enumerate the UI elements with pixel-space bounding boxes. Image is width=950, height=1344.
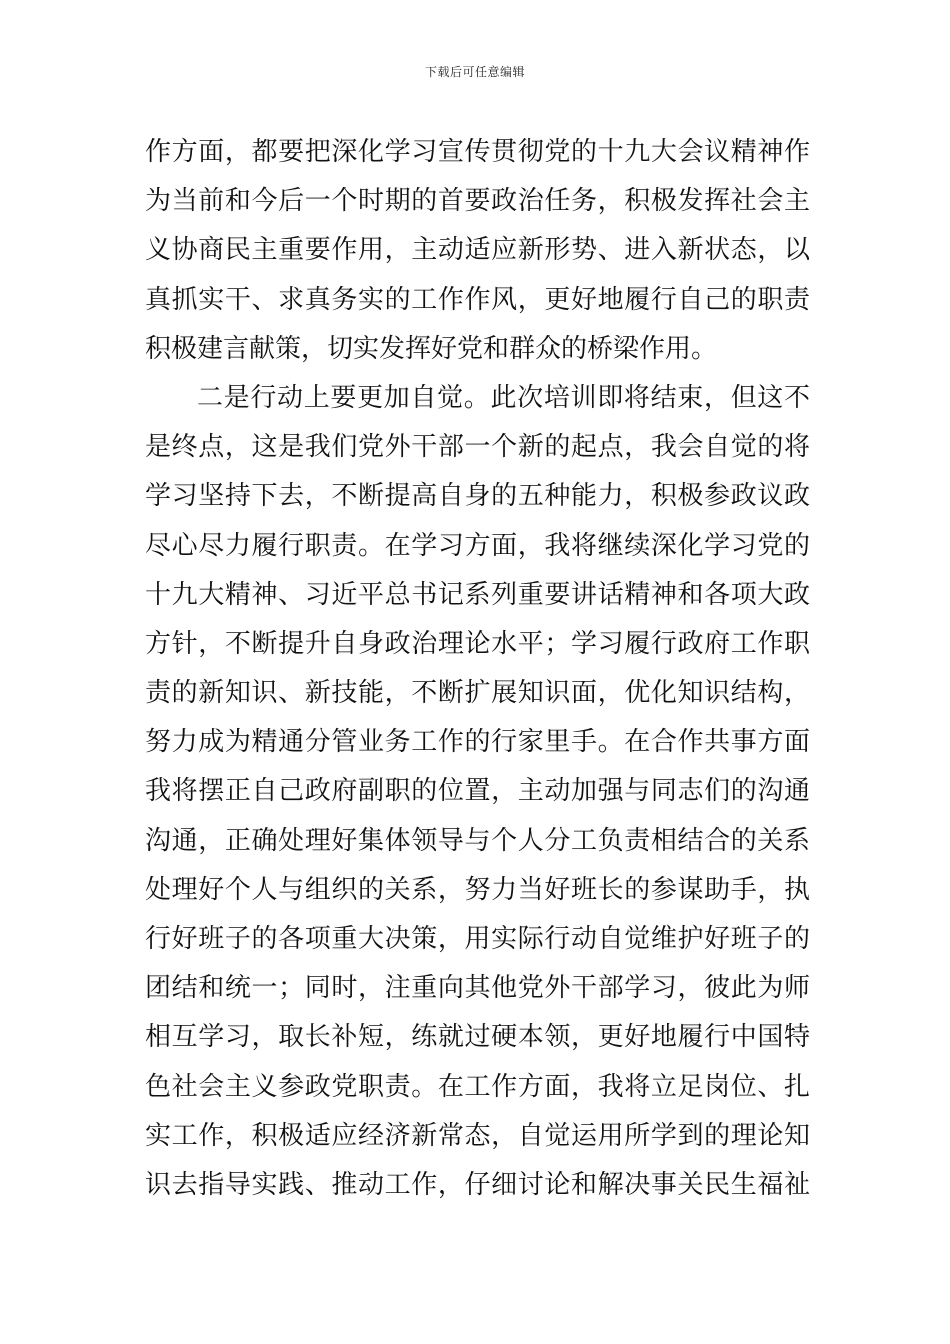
document-body — [145, 128, 810, 1309]
text-line: 积极建言献策，切实发挥好党和群众的桥梁作用。 — [145, 333, 718, 364]
text-line — [145, 1210, 810, 1259]
paragraph-1 — [145, 128, 810, 374]
text-line: 学习坚持下去，不断提高自身的五种能力，积极参政议政 — [145, 481, 810, 512]
text-line: 沟通，正确处理好集体领导与个人分工负责相结合的关系 — [145, 825, 810, 856]
text-line: 色社会主义参政党职责。在工作方面，我将立足岗位、扎 — [145, 1071, 810, 1102]
text-line: 实工作，积极适应经济新常态，自觉运用所学到的理论知 — [145, 1120, 810, 1151]
text-line: 努力成为精通分管业务工作的行家里手。在合作共事方面 — [145, 727, 810, 758]
text-line: 团结和统一；同时，注重向其他党外干部学习，彼此为师 — [145, 973, 810, 1004]
text-line: 为当前和今后一个时期的首要政治任务，积极发挥社会主 — [145, 186, 810, 217]
page-header: 下载后可任意编辑 — [424, 65, 525, 79]
text-line: 真抓实干、求真务实的工作作风，更好地履行自己的职责 — [145, 284, 810, 315]
text-line: 识去指导实践、推动工作，仔细讨论和解决事关民生福祉 — [145, 1169, 810, 1200]
text-line — [145, 1259, 810, 1308]
text-line: 方针，不断提升自身政治理论水平；学习履行政府工作职 — [145, 628, 810, 659]
text-line: 我将摆正自己政府副职的位置，主动加强与同志们的沟通 — [145, 776, 810, 807]
text-line: 作方面，都要把深化学习宣传贯彻党的十九大会议精神作 — [145, 137, 810, 167]
text-line: 处理好个人与组织的关系，努力当好班长的参谋助手，执 — [145, 874, 810, 905]
text-line: 尽心尽力履行职责。在学习方面，我将继续深化学习党的 — [145, 530, 810, 561]
text-line: 是终点，这是我们党外干部一个新的起点，我会自觉的将 — [145, 432, 810, 463]
text-line: 相互学习，取长补短，练就过硬本领，更好地履行中国特 — [145, 1022, 810, 1053]
text-line: 二是行动上要更加自觉。此次培训即将结束，但这不 — [197, 382, 810, 413]
text-line: 行好班子的各项重大决策，用实际行动自觉维护好班子的 — [145, 924, 810, 954]
text-line: 十九大精神、习近平总书记系列重要讲话精神和各项大政 — [145, 579, 810, 610]
text-line: 责的新知识、新技能，不断扩展知识面，优化知识结构， — [145, 678, 810, 709]
text-line: 义协商民主重要作用，主动适应新形势、进入新状态，以 — [145, 235, 810, 266]
paragraph-2 — [145, 374, 810, 1309]
